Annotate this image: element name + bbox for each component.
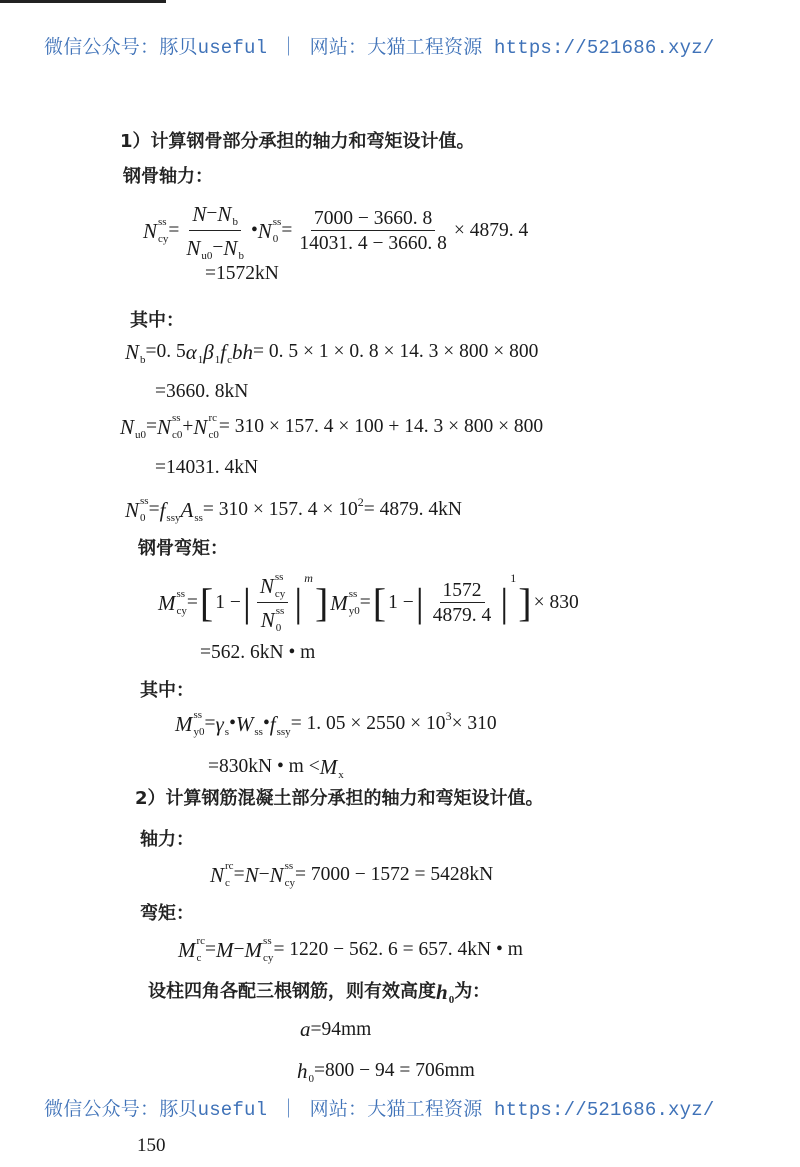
bracket: |: [242, 580, 251, 625]
variable: N: [269, 862, 284, 887]
math-symbol: [175, 710, 205, 738]
superscript: rc: [196, 935, 206, 947]
math-symbol: [320, 753, 344, 781]
variable: f: [159, 497, 166, 522]
variable: M: [178, 937, 196, 962]
eq-h0: [297, 1057, 475, 1085]
bracket: |: [415, 580, 424, 625]
text-run: = 310 × 157. 4 × 10: [202, 499, 358, 521]
indices: [172, 413, 182, 441]
indices: [158, 217, 168, 245]
subscript: c0: [208, 429, 219, 441]
bracket: ]: [314, 580, 329, 625]
superscript: ss: [176, 588, 186, 600]
subscript: ss: [194, 512, 203, 524]
text-run: 轴力：: [140, 829, 194, 850]
math-symbol: [270, 710, 291, 738]
variable: γ: [215, 711, 224, 736]
step1-heading: [120, 133, 475, 151]
math-symbol: [186, 338, 204, 366]
math-symbol: [125, 496, 149, 524]
page-number: 150: [137, 1135, 166, 1156]
superscript: ss: [275, 605, 285, 617]
superscript: [254, 710, 263, 721]
text-run: =800 − 94 = 706mm: [314, 1060, 475, 1082]
indices: [166, 496, 180, 524]
scan-edge-line: [0, 0, 166, 3]
exponent: m: [304, 571, 313, 585]
text-run: =: [204, 713, 216, 735]
text-run: −: [258, 864, 270, 886]
variable: W: [235, 711, 254, 736]
math-symbol: [261, 606, 285, 634]
math-symbol: [260, 572, 285, 600]
eq-n0: [125, 496, 462, 524]
fraction: [296, 209, 450, 254]
math-symbol: [270, 861, 295, 889]
eq-my0: [175, 710, 497, 738]
text-run: −: [212, 237, 224, 259]
math-symbol: [216, 710, 230, 738]
variable: N: [157, 414, 172, 439]
text-run: = 1220 − 562. 6 = 657. 4kN • m: [273, 939, 523, 961]
subscript: 0: [140, 512, 146, 524]
variable: N: [125, 339, 140, 364]
text-run: =3660. 8kN: [155, 381, 249, 402]
variable: N: [120, 414, 135, 439]
indices: [273, 217, 282, 245]
where-1: [130, 312, 184, 330]
superscript: [194, 496, 203, 507]
indices: [208, 413, 218, 441]
math-symbol: [160, 496, 181, 524]
math-symbol: [232, 339, 253, 364]
variable: M: [319, 754, 338, 779]
eq-nb-result: [155, 382, 248, 402]
text-run: 7000 − 3660. 8: [313, 207, 433, 229]
subscript: s: [224, 726, 230, 738]
variable: f: [269, 711, 276, 736]
effective-height-text: [148, 978, 490, 1006]
steel-axial-label: [123, 168, 213, 186]
math-symbol: [157, 413, 182, 441]
superscript: ss: [158, 216, 167, 228]
math-symbol: [178, 936, 205, 964]
math-symbol: [436, 978, 454, 1006]
indices: [225, 861, 234, 889]
indices: [285, 861, 295, 889]
eq-ncy: [143, 200, 528, 262]
bracket: [: [199, 580, 214, 625]
exponent: 1: [510, 571, 517, 585]
text-run: =: [146, 416, 158, 438]
numerator: [257, 572, 288, 603]
subscript: 0: [275, 622, 282, 634]
superscript: [135, 413, 146, 424]
eq-nu0: [120, 413, 543, 441]
subscript: ssy: [276, 726, 291, 738]
exponent: 3: [445, 709, 452, 723]
text-run: 1 −: [388, 592, 414, 614]
subscript: y0: [193, 726, 205, 738]
text-run: −: [233, 939, 245, 961]
indices: [194, 710, 205, 738]
subscript: cy: [284, 877, 295, 889]
bracket: [: [372, 580, 387, 625]
indices: [275, 572, 285, 600]
numerator: [189, 200, 241, 231]
superscript: [232, 200, 238, 211]
variable: N: [260, 607, 275, 632]
subscript: ss: [254, 726, 263, 738]
text-run: 弯矩：: [140, 903, 194, 924]
superscript: ss: [348, 588, 358, 600]
text-run: 4879. 4: [432, 605, 492, 626]
subscript: b: [232, 216, 238, 228]
math-symbol: [220, 338, 232, 366]
text-run: +: [182, 416, 194, 438]
superscript: ss: [272, 216, 282, 228]
math-symbol: [300, 1019, 311, 1040]
text-run: 1572: [442, 579, 482, 601]
variable: N: [244, 862, 259, 887]
numerator: [440, 581, 485, 604]
footer-watermark: 微信公众号：豚贝useful ｜ 网站：大猫工程资源 https://521686.xyz/: [44, 1099, 715, 1121]
text-run: 其中：: [130, 310, 184, 331]
text-run: =: [148, 499, 160, 521]
indices: [177, 589, 187, 617]
numerator: [311, 209, 435, 232]
math-symbol: [120, 413, 146, 441]
indices: [263, 936, 273, 964]
subscript: cy: [176, 605, 187, 617]
superscript: ss: [284, 860, 294, 872]
math-symbol: [125, 338, 146, 366]
math-symbol: [158, 589, 187, 617]
where-2: [140, 682, 194, 700]
variable: N: [193, 414, 208, 439]
eq-ncy-result: [205, 264, 279, 284]
text-run: =: [168, 220, 180, 242]
text-run: •: [262, 713, 270, 735]
math-symbol: [216, 937, 234, 962]
indices: [232, 200, 238, 228]
variable: M: [158, 590, 176, 615]
indices: [197, 936, 206, 964]
variable: f: [220, 339, 227, 364]
text-run: =: [205, 939, 217, 961]
subscript: 0: [308, 1073, 314, 1085]
variable: N: [186, 235, 201, 260]
math-symbol: [244, 862, 259, 887]
header-watermark: 微信公众号：豚贝useful ｜ 网站：大猫工程资源 https://521686.xyz/: [44, 37, 715, 59]
indices: [276, 606, 285, 634]
text-run: × 830: [533, 592, 579, 614]
text-run: •: [250, 220, 258, 242]
math-symbol: [236, 710, 263, 738]
math-symbol: [192, 201, 207, 226]
text-run: × 310: [451, 713, 497, 735]
subscript: cy: [158, 233, 169, 245]
superscript: ss: [193, 709, 203, 721]
superscript: [166, 496, 180, 507]
variable: β: [203, 339, 214, 364]
moment-label: [140, 905, 194, 923]
text-run: =: [359, 592, 371, 614]
subscript: cy: [274, 588, 286, 600]
subscript: c: [196, 952, 202, 964]
subscript: c: [225, 877, 230, 889]
subscript: 1: [214, 354, 221, 366]
math-symbol: [186, 234, 212, 262]
eq-mcy: [158, 572, 579, 634]
variable: N: [223, 235, 238, 260]
denominator: [183, 231, 247, 262]
superscript: [338, 753, 344, 764]
axial-label: [140, 831, 194, 849]
text-run: 其中：: [140, 680, 194, 701]
exponent: 2: [357, 495, 364, 509]
math-symbol: [180, 496, 202, 524]
text-run: 1 −: [215, 592, 241, 614]
text-run: 为：: [454, 981, 491, 1002]
math-symbol: [258, 217, 282, 245]
bracket: |: [294, 580, 303, 625]
superscript: ss: [274, 571, 284, 583]
variable: M: [216, 937, 234, 962]
text-run: 钢骨轴力：: [123, 166, 213, 187]
subscript: x: [338, 769, 344, 781]
text-run: 2）计算钢筋混凝土部分承担的轴力和弯矩设计值。: [135, 788, 544, 809]
variable: bh: [232, 339, 253, 364]
denominator: [296, 231, 450, 254]
eq-mcy-result: [200, 643, 315, 663]
superscript: ss: [172, 412, 181, 424]
variable: h: [436, 979, 448, 1004]
text-run: 设柱四角各配三根钢筋，则有效高度: [148, 981, 436, 1002]
text-run: =: [233, 864, 245, 886]
superscript: rc: [208, 412, 217, 424]
subscript: b: [238, 250, 244, 262]
variable: M: [330, 590, 348, 615]
math-symbol: [245, 936, 274, 964]
text-run: =94mm: [310, 1018, 372, 1040]
superscript: [277, 710, 291, 721]
math-symbol: [203, 338, 220, 366]
subscript: b: [140, 354, 146, 366]
subscript: 0: [448, 994, 455, 1006]
superscript: ss: [263, 935, 272, 947]
superscript: ss: [140, 495, 149, 507]
math-symbol: [143, 217, 168, 245]
variable: α: [185, 339, 197, 364]
indices: [238, 234, 244, 262]
indices: [277, 710, 291, 738]
text-run: =: [281, 220, 293, 242]
text-run: −: [206, 203, 218, 225]
variable: A: [180, 497, 194, 522]
indices: [135, 413, 146, 441]
denominator: [430, 603, 495, 626]
text-run: =830kN • m <: [208, 756, 320, 778]
fraction: [257, 572, 288, 634]
eq-my0-result: [208, 753, 344, 781]
indices: [254, 710, 263, 738]
text-run: =1572kN: [205, 263, 279, 284]
indices: [140, 496, 149, 524]
text-run: =: [186, 592, 198, 614]
text-run: 14031. 4 − 3660. 8: [299, 233, 447, 254]
subscript: 0: [272, 233, 279, 245]
steel-moment-label: [138, 540, 228, 558]
variable: N: [192, 201, 207, 226]
text-run: = 4879. 4kN: [363, 499, 462, 521]
variable: N: [143, 218, 158, 243]
variable: a: [300, 1017, 311, 1041]
subscript: cy: [263, 952, 274, 964]
text-run: =14031. 4kN: [155, 457, 259, 478]
subscript: ssy: [166, 512, 181, 524]
text-run: = 310 × 157. 4 × 100 + 14. 3 × 800 × 800: [218, 416, 544, 438]
subscript: c0: [172, 429, 183, 441]
eq-nu0-result: [155, 458, 258, 478]
subscript: y0: [348, 605, 360, 617]
math-symbol: [223, 234, 244, 262]
math-symbol: [330, 589, 360, 617]
bracket: |: [500, 580, 509, 625]
step2-heading: [135, 790, 544, 808]
indices: [349, 589, 360, 617]
bracket: ]: [518, 580, 532, 625]
variable: N: [210, 862, 225, 887]
text-run: 钢骨弯矩：: [138, 538, 228, 559]
text-run: = 1. 05 × 2550 × 10: [290, 713, 446, 735]
eq-mc: [178, 936, 523, 964]
math-symbol: [193, 413, 218, 441]
variable: N: [257, 218, 272, 243]
subscript: u0: [201, 250, 213, 262]
variable: M: [175, 711, 193, 736]
variable: N: [217, 201, 232, 226]
variable: M: [244, 937, 263, 962]
text-run: =562. 6kN • m: [200, 642, 316, 663]
text-run: = 7000 − 1572 = 5428kN: [294, 864, 494, 886]
indices: [201, 234, 212, 262]
superscript: [201, 234, 212, 245]
text-run: = 0. 5 × 1 × 0. 8 × 14. 3 × 800 × 800: [253, 341, 539, 363]
text-run: 1）计算钢骨部分承担的轴力和弯矩设计值。: [120, 131, 475, 152]
variable: N: [259, 573, 274, 598]
text-run: •: [229, 713, 236, 735]
variable: N: [125, 497, 140, 522]
fraction: [430, 581, 495, 626]
math-symbol: [297, 1057, 314, 1085]
eq-nb: [125, 338, 538, 366]
variable: h: [297, 1058, 308, 1083]
eq-a: [300, 1019, 371, 1040]
math-symbol: [210, 861, 234, 889]
indices: [338, 753, 344, 781]
subscript: 1: [197, 354, 204, 366]
math-symbol: [217, 200, 238, 228]
fraction: [183, 200, 247, 262]
superscript: [238, 234, 244, 245]
text-run: × 4879. 4: [453, 220, 529, 242]
indices: [194, 496, 203, 524]
denominator: [258, 603, 288, 634]
subscript: u0: [135, 429, 147, 441]
eq-nc: [210, 861, 493, 889]
text-run: =0. 5: [145, 341, 186, 363]
subscript: c: [227, 354, 232, 366]
superscript: rc: [225, 860, 234, 872]
